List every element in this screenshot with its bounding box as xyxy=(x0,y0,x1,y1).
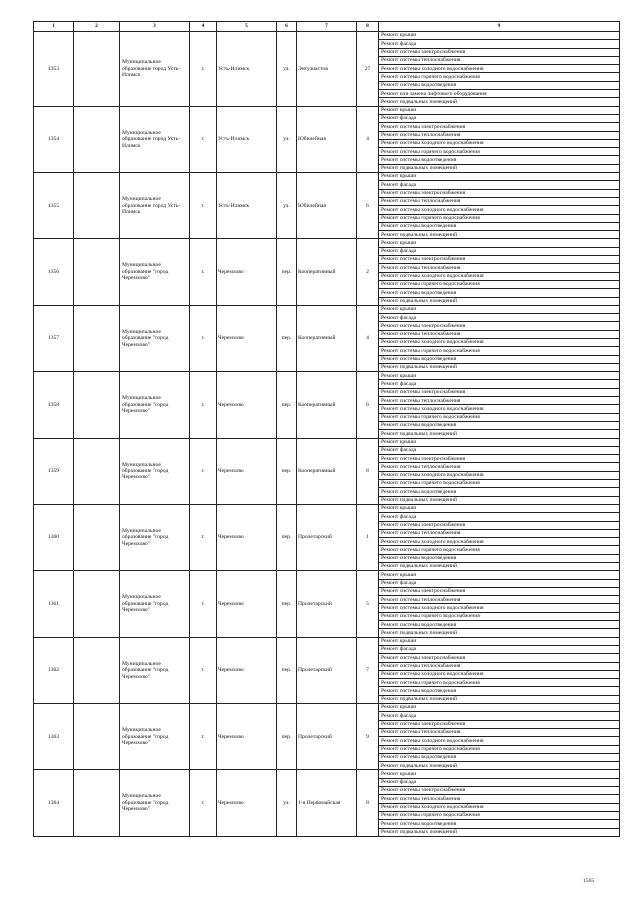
table-row xyxy=(34,504,620,512)
row-number: 1364 xyxy=(34,770,74,836)
table-row xyxy=(34,305,620,313)
work-item: Ремонт фасада xyxy=(379,712,620,720)
empty-cell xyxy=(74,504,120,570)
settlement-type: г. xyxy=(190,571,217,637)
row-number: 1358 xyxy=(34,372,74,438)
work-item: Ремонт крыши xyxy=(379,173,620,181)
work-item: Ремонт системы горячего водоснабжения xyxy=(379,546,620,554)
empty-cell xyxy=(74,173,120,239)
work-item: Ремонт системы электроснабжения xyxy=(379,388,620,396)
settlement-name: Черемхово xyxy=(217,571,277,637)
work-item: Ремонт крыши xyxy=(379,504,620,512)
municipality-name: Муниципальное образование "город Черемхово" xyxy=(120,305,190,371)
table-row xyxy=(34,239,620,247)
work-item: Ремонт системы теплоснабжения xyxy=(379,728,620,736)
header-row xyxy=(34,22,620,32)
house-number: 2 xyxy=(357,239,379,305)
work-item: Ремонт системы электроснабжения xyxy=(379,654,620,662)
work-item: Ремонт системы горячего водоснабжения xyxy=(379,745,620,753)
work-item: Ремонт фасада xyxy=(379,446,620,454)
house-number: 5 xyxy=(357,571,379,637)
work-item: Ремонт крыши xyxy=(379,571,620,579)
table-row xyxy=(34,704,620,712)
street-name: Пролетарский xyxy=(297,571,357,637)
house-number: 6 xyxy=(357,173,379,239)
work-item: Ремонт крыши xyxy=(379,704,620,712)
settlement-type: г. xyxy=(190,372,217,438)
header-col-1: 1 xyxy=(34,22,74,32)
street-name: Юбилейная xyxy=(297,173,357,239)
street-name: Энтузиастов xyxy=(297,32,357,107)
work-item: Ремонт крыши xyxy=(379,239,620,247)
settlement-type: г. xyxy=(190,637,217,703)
street-name: Кооперативный xyxy=(297,372,357,438)
settlement-name: Черемхово xyxy=(217,239,277,305)
work-item: Ремонт системы теплоснабжения xyxy=(379,662,620,670)
work-item: Ремонт системы водоотведения xyxy=(379,820,620,828)
street-type: пер. xyxy=(277,239,297,305)
work-item: Ремонт системы электроснабжения xyxy=(379,322,620,330)
work-item: Ремонт системы водоотведения xyxy=(379,421,620,429)
work-item: Ремонт системы водоотведения xyxy=(379,222,620,230)
settlement-type: г. xyxy=(190,32,217,107)
work-item: Ремонт системы теплоснабжения xyxy=(379,264,620,272)
street-type: пер. xyxy=(277,305,297,371)
work-item: Ремонт системы водоотведения xyxy=(379,554,620,562)
work-item: Ремонт системы холодного водоснабжения xyxy=(379,272,620,280)
work-item: Ремонт системы холодного водоснабжения xyxy=(379,538,620,546)
house-number: 9 xyxy=(357,704,379,770)
work-item: Ремонт подвальных помещений xyxy=(379,363,620,371)
table-row xyxy=(34,571,620,579)
work-item: Ремонт крыши xyxy=(379,770,620,778)
work-item: Ремонт крыши xyxy=(379,637,620,645)
work-item: Ремонт системы холодного водоснабжения xyxy=(379,405,620,413)
row-number: 1356 xyxy=(34,239,74,305)
street-type: пер. xyxy=(277,637,297,703)
street-name: Пролетарский xyxy=(297,704,357,770)
work-item: Ремонт системы теплоснабжения xyxy=(379,330,620,338)
house-number: 6 xyxy=(357,372,379,438)
work-item: Ремонт системы водоотведения xyxy=(379,355,620,363)
row-number: 1354 xyxy=(34,106,74,172)
row-number: 1363 xyxy=(34,704,74,770)
municipality-name: Муниципальное образование "город Черемхово" xyxy=(120,571,190,637)
settlement-type: г. xyxy=(190,770,217,836)
work-item: Ремонт системы теплоснабжения xyxy=(379,596,620,604)
empty-cell xyxy=(74,239,120,305)
municipality-name: Муниципальное образование "город Черемхово" xyxy=(120,637,190,703)
street-name: Юбилейная xyxy=(297,106,357,172)
work-item: Ремонт системы водоотведения xyxy=(379,81,620,89)
work-item: Ремонт системы холодного водоснабжения xyxy=(379,737,620,745)
settlement-name: Усть-Илимск xyxy=(217,106,277,172)
work-item: Ремонт системы теплоснабжения xyxy=(379,197,620,205)
work-item: Ремонт системы горячего водоснабжения xyxy=(379,214,620,222)
work-item: Ремонт системы холодного водоснабжения xyxy=(379,471,620,479)
street-type: пер. xyxy=(277,571,297,637)
work-item: Ремонт фасада xyxy=(379,645,620,653)
work-item: Ремонт крыши xyxy=(379,372,620,380)
work-item: Ремонт системы горячего водоснабжения xyxy=(379,347,620,355)
table-row xyxy=(34,372,620,380)
work-item: Ремонт фасада xyxy=(379,314,620,322)
work-item: Ремонт подвальных помещений xyxy=(379,297,620,305)
work-item: Ремонт системы горячего водоснабжения xyxy=(379,480,620,488)
empty-cell xyxy=(74,305,120,371)
work-item: Ремонт системы электроснабжения xyxy=(379,455,620,463)
settlement-name: Усть-Илимск xyxy=(217,32,277,107)
row-number: 1361 xyxy=(34,571,74,637)
empty-cell xyxy=(74,372,120,438)
work-item: Ремонт крыши xyxy=(379,106,620,114)
work-item: Ремонт системы горячего водоснабжения xyxy=(379,148,620,156)
empty-cell xyxy=(74,637,120,703)
work-item: Ремонт подвальных помещений xyxy=(379,98,620,106)
header-col-5: 5 xyxy=(217,22,277,32)
work-item: Ремонт системы электроснабжения xyxy=(379,123,620,131)
work-item: Ремонт системы водоотведения xyxy=(379,621,620,629)
street-type: ул. xyxy=(277,173,297,239)
works-table xyxy=(33,21,620,837)
work-item: Ремонт системы холодного водоснабжения xyxy=(379,65,620,73)
street-type: ул. xyxy=(277,32,297,107)
work-item: Ремонт системы холодного водоснабжения xyxy=(379,803,620,811)
settlement-type: г. xyxy=(190,305,217,371)
house-number: 7 xyxy=(357,637,379,703)
work-item: Ремонт подвальных помещений xyxy=(379,695,620,703)
work-item: Ремонт крыши xyxy=(379,305,620,313)
work-item: Ремонт системы водоотведения xyxy=(379,687,620,695)
work-item: Ремонт системы электроснабжения xyxy=(379,48,620,56)
row-number: 1359 xyxy=(34,438,74,504)
work-item: Ремонт фасада xyxy=(379,181,620,189)
table-row xyxy=(34,770,620,778)
street-type: ул. xyxy=(277,770,297,836)
house-number: 27 xyxy=(357,32,379,107)
empty-cell xyxy=(74,704,120,770)
municipality-name: Муниципальное образование город Усть-Илимск xyxy=(120,32,190,107)
work-item: Ремонт системы водоотведения xyxy=(379,289,620,297)
settlement-name: Черемхово xyxy=(217,637,277,703)
work-item: Ремонт системы горячего водоснабжения xyxy=(379,413,620,421)
empty-cell xyxy=(74,106,120,172)
work-item: Ремонт системы горячего водоснабжения xyxy=(379,280,620,288)
work-item: Ремонт системы холодного водоснабжения xyxy=(379,604,620,612)
work-item: Ремонт фасада xyxy=(379,40,620,48)
work-item: Ремонт фасада xyxy=(379,513,620,521)
street-name: 1-я Первомайская xyxy=(297,770,357,836)
work-item: Ремонт фасада xyxy=(379,247,620,255)
table-row xyxy=(34,32,620,40)
street-name: Кооперативный xyxy=(297,239,357,305)
work-item: Ремонт фасада xyxy=(379,380,620,388)
work-item: Ремонт системы теплоснабжения xyxy=(379,463,620,471)
header-col-8: 8 xyxy=(357,22,379,32)
house-number: 1 xyxy=(357,504,379,570)
work-item: Ремонт подвальных помещений xyxy=(379,496,620,504)
header-col-2: 2 xyxy=(74,22,120,32)
work-item: Ремонт подвальных помещений xyxy=(379,563,620,571)
work-item: Ремонт системы горячего водоснабжения xyxy=(379,679,620,687)
street-name: Пролетарский xyxy=(297,504,357,570)
municipality-name: Муниципальное образование "город Черемхово" xyxy=(120,704,190,770)
work-item: Ремонт фасада xyxy=(379,579,620,587)
house-number: 4 xyxy=(357,305,379,371)
table-row xyxy=(34,438,620,446)
work-item: Ремонт системы горячего водоснабжения xyxy=(379,811,620,819)
table-row xyxy=(34,106,620,114)
empty-cell xyxy=(74,571,120,637)
work-item: Ремонт системы горячего водоснабжения xyxy=(379,73,620,81)
work-item: Ремонт системы холодного водоснабжения xyxy=(379,670,620,678)
settlement-type: г. xyxy=(190,504,217,570)
street-type: ул. xyxy=(277,106,297,172)
header-col-3: 3 xyxy=(120,22,190,32)
settlement-name: Черемхово xyxy=(217,770,277,836)
work-item: Ремонт или замена лифтового оборудования xyxy=(379,90,620,98)
municipality-name: Муниципальное образование "город Черемхово" xyxy=(120,438,190,504)
work-item: Ремонт подвальных помещений xyxy=(379,828,620,836)
work-item: Ремонт системы холодного водоснабжения xyxy=(379,206,620,214)
work-item: Ремонт фасада xyxy=(379,778,620,786)
street-name: Кооперативный xyxy=(297,305,357,371)
empty-cell xyxy=(74,438,120,504)
work-item: Ремонт системы электроснабжения xyxy=(379,587,620,595)
municipality-name: Муниципальное образование "город Черемхово" xyxy=(120,239,190,305)
work-item: Ремонт фасада xyxy=(379,114,620,122)
settlement-type: г. xyxy=(190,106,217,172)
settlement-name: Черемхово xyxy=(217,305,277,371)
work-item: Ремонт подвальных помещений xyxy=(379,629,620,637)
table-row xyxy=(34,173,620,181)
municipality-name: Муниципальное образование город Усть-Илимск xyxy=(120,173,190,239)
house-number: 8 xyxy=(357,438,379,504)
settlement-name: Усть-Илимск xyxy=(217,173,277,239)
municipality-name: Муниципальное образование город Усть-Илимск xyxy=(120,106,190,172)
work-item: Ремонт системы холодного водоснабжения xyxy=(379,338,620,346)
header-col-4: 4 xyxy=(190,22,217,32)
work-item: Ремонт системы водоотведения xyxy=(379,156,620,164)
work-item: Ремонт системы электроснабжения xyxy=(379,521,620,529)
settlement-name: Черемхово xyxy=(217,372,277,438)
empty-cell xyxy=(74,770,120,836)
work-item: Ремонт системы электроснабжения xyxy=(379,189,620,197)
house-number: 4 xyxy=(357,106,379,172)
work-item: Ремонт подвальных помещений xyxy=(379,430,620,438)
work-item: Ремонт системы электроснабжения xyxy=(379,256,620,264)
row-number: 1362 xyxy=(34,637,74,703)
street-name: Пролетарский xyxy=(297,637,357,703)
work-item: Ремонт системы электроснабжения xyxy=(379,787,620,795)
work-item: Ремонт крыши xyxy=(379,438,620,446)
work-item: Ремонт системы водоотведения xyxy=(379,488,620,496)
work-item: Ремонт системы теплоснабжения xyxy=(379,397,620,405)
municipality-name: Муниципальное образование "город Черемхово" xyxy=(120,770,190,836)
row-number: 1360 xyxy=(34,504,74,570)
settlement-type: г. xyxy=(190,704,217,770)
work-item: Ремонт системы теплоснабжения xyxy=(379,795,620,803)
municipality-name: Муниципальное образование "город Черемхово" xyxy=(120,372,190,438)
street-type: пер. xyxy=(277,504,297,570)
row-number: 1353 xyxy=(34,32,74,107)
house-number: 8 xyxy=(357,770,379,836)
table-row xyxy=(34,637,620,645)
street-type: пер. xyxy=(277,438,297,504)
settlement-type: г. xyxy=(190,239,217,305)
work-item: Ремонт подвальных помещений xyxy=(379,231,620,239)
work-item: Ремонт подвальных помещений xyxy=(379,762,620,770)
work-item: Ремонт системы теплоснабжения xyxy=(379,529,620,537)
work-item: Ремонт системы электроснабжения xyxy=(379,720,620,728)
work-item: Ремонт системы горячего водоснабжения xyxy=(379,612,620,620)
header-col-7: 7 xyxy=(297,22,357,32)
work-item: Ремонт системы теплоснабжения xyxy=(379,56,620,64)
municipality-name: Муниципальное образование "город Черемхово" xyxy=(120,504,190,570)
page-number: 1565 xyxy=(583,878,595,884)
row-number: 1357 xyxy=(34,305,74,371)
work-item: Ремонт подвальных помещений xyxy=(379,164,620,172)
settlement-name: Черемхово xyxy=(217,704,277,770)
empty-cell xyxy=(74,32,120,107)
settlement-name: Черемхово xyxy=(217,504,277,570)
settlement-type: г. xyxy=(190,173,217,239)
work-item: Ремонт системы холодного водоснабжения xyxy=(379,139,620,147)
header-col-6: 6 xyxy=(277,22,297,32)
street-type: пер. xyxy=(277,372,297,438)
street-type: пер. xyxy=(277,704,297,770)
settlement-type: г. xyxy=(190,438,217,504)
street-name: Кооперативный xyxy=(297,438,357,504)
settlement-name: Черемхово xyxy=(217,438,277,504)
work-item: Ремонт крыши xyxy=(379,32,620,40)
row-number: 1355 xyxy=(34,173,74,239)
work-item: Ремонт системы водоотведения xyxy=(379,753,620,761)
work-item: Ремонт системы теплоснабжения xyxy=(379,131,620,139)
header-col-9: 9 xyxy=(379,22,620,32)
